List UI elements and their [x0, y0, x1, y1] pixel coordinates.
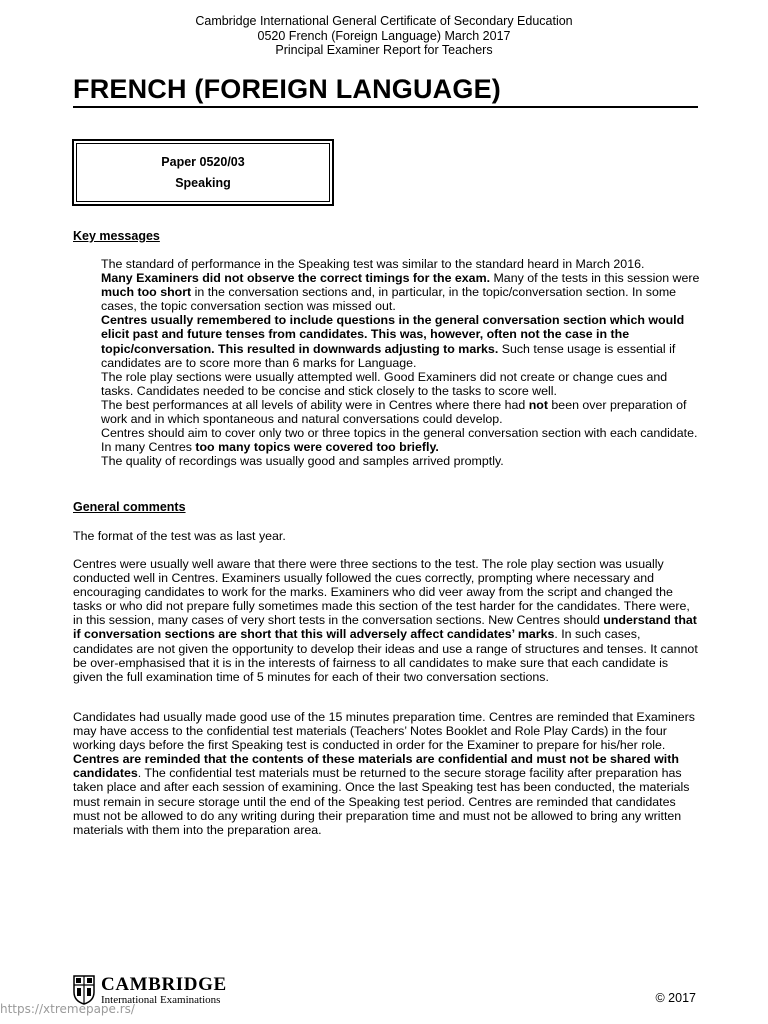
paper-number: Paper 0520/03	[161, 155, 245, 169]
copyright: © 2017	[655, 991, 696, 1005]
list-item: Centres usually remembered to include questions in the general conversation section which would elicit past and future tenses from candidates. This was, however, often not the case in the topic/conversation. This resulted in downwards adjusting to marks. Such tense usage is essential if candidates are to score more than 6 marks for Language.	[101, 313, 685, 370]
page-title: FRENCH (FOREIGN LANGUAGE)	[73, 73, 698, 108]
list-item: The quality of recordings was usually good and samples arrived promptly.	[101, 454, 504, 469]
header-line-syllabus: 0520 French (Foreign Language) March 2017	[257, 28, 511, 43]
list-item: Many Examiners did not observe the correct timings for the exam. Many of the tests in this session were much too short in the conversation sections and, in particular, in the topic/conversation section. In some cases, the topic conversation section was missed out.	[101, 271, 700, 314]
paper-component: Speaking	[175, 176, 231, 190]
crest-icon	[73, 975, 95, 1005]
logo-subtitle: International Examinations	[101, 994, 221, 1006]
header-line-report: Principal Examiner Report for Teachers	[275, 43, 493, 57]
key-messages-heading: Key messages	[73, 229, 160, 243]
logo-wordmark: CAMBRIDGE	[101, 974, 227, 995]
key-messages-list	[101, 257, 701, 468]
paper-box-inner	[76, 143, 330, 202]
general-comments-paragraph-1: The format of the test was as last year.	[73, 529, 286, 543]
watermark-url: https://xtremepape.rs/	[0, 1002, 135, 1016]
list-item: Centres should aim to cover only two or three topics in the general conversation section with each candidate. In many Centres too many topics were covered too briefly.	[101, 426, 698, 455]
header-line-qualification: Cambridge International General Certificate of Secondary Education	[195, 14, 573, 28]
general-comments-paragraph-2: Centres were usually well aware that there were three sections to the test. The role play section was usually conducted well in Centres. Examiners usually followed the cues correctly, prompting where necessary and encouraging candidates to work for the marks. Examiners who did veer away from the script and changed the tasks or who did not prepare fully sometimes made this section of the test harder for the candidates. There were, in this session, many cases of very short tests in the conversation sections. New Centres should understand that if conversation sections are short that this will adversely affect candidates’ marks. In such cases, candidates are not given the opportunity to develop their ideas and use a range of structures and tenses. It cannot be over-emphasised that it is in the interests of fairness to all candidates to make sure that each candidate is given the full examination time of 5 minutes for each of their two conversation sections.	[73, 557, 698, 684]
list-item: The best performances at all levels of ability were in Centres where there had not been over preparation of work and in which spontaneous and natural conversations could develop.	[101, 397, 687, 427]
paper-box	[72, 139, 334, 206]
general-comments-paragraph-3: Candidates had usually made good use of the 15 minutes preparation time. Centres are reminded that Examiners may have access to the confidential test materials (Teachers’ Notes Booklet and Role Play Cards) in the four working days before the first Speaking test is conducted in order for the Examiner to prepare for his/her role. Centres are reminded that the contents of these materials are confidential and must not be shared with candidates. The confidential test materials must be returned to the secure storage facility after preparation has taken place and after each session of examining. Once the last Speaking test has been conducted, the materials must remain in secure storage until the end of the Speaking test period. Centres are reminded that candidates must not be allowed to do any writing during their preparation time and must not be allowed to bring any written materials with them into the preparation area.	[73, 710, 695, 837]
list-item: The role play sections were usually attempted well. Good Examiners did not create or change cues and tasks. Candidates needed to be concise and stick closely to the tasks to score well.	[101, 369, 668, 398]
report-header	[0, 14, 768, 58]
general-comments-heading: General comments	[73, 500, 186, 514]
list-item: The standard of performance in the Speaking test was similar to the standard heard in March 2016.	[101, 257, 645, 271]
